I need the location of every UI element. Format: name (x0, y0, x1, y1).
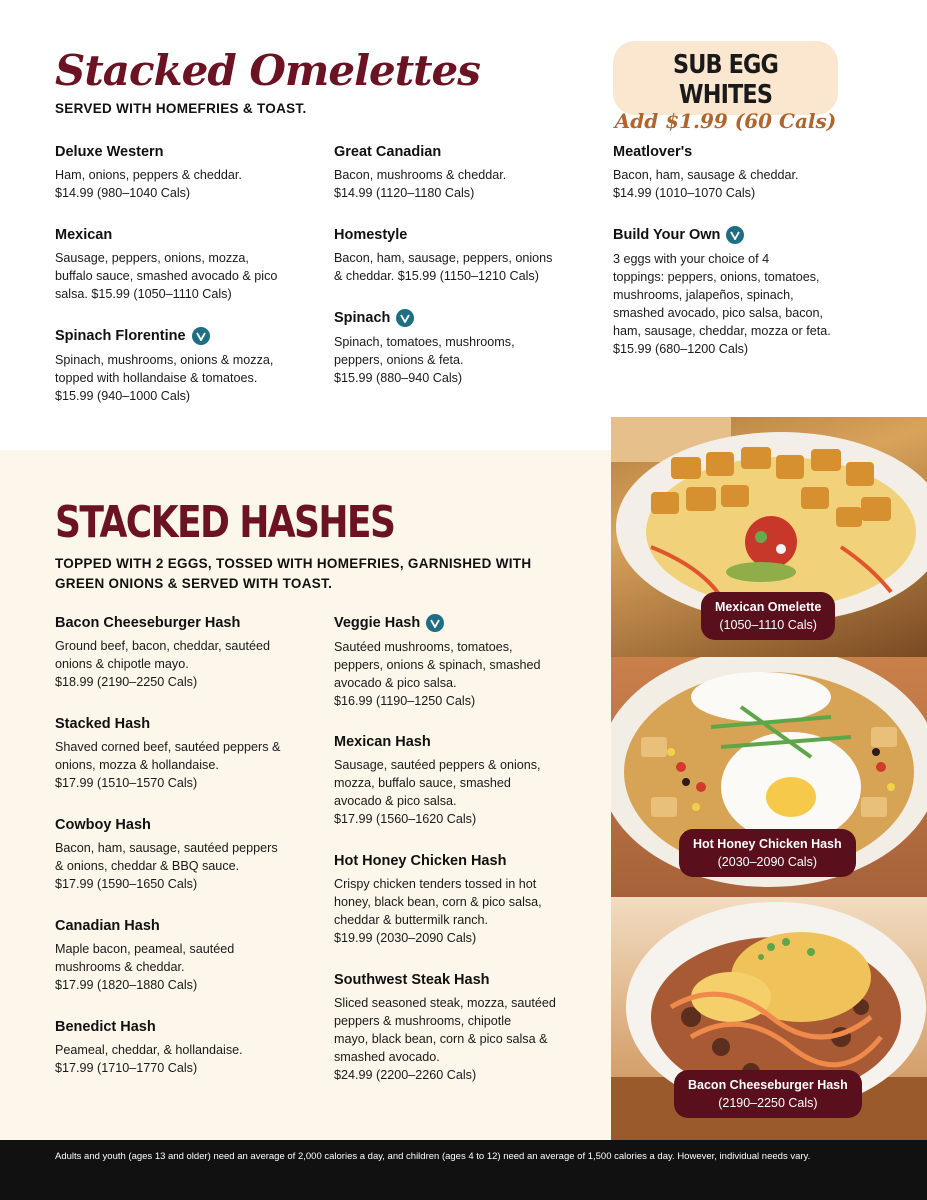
item-name: Spinach (334, 310, 391, 326)
hashes-subtitle: TOPPED WITH 2 EGGS, TOSSED WITH HOMEFRIES, GARNISHED WITH GREEN ONIONS & SERVED WITH TOAST. (55, 556, 532, 591)
footer-text: Adults and youth (ages 13 and older) need an average of 2,000 calories a day, and children (ages 4 to 12) need an average of 1,500 calories a day. However, individual needs vary. (55, 1151, 811, 1162)
item-name-row (334, 309, 594, 327)
item-name: Meatlover's (613, 144, 693, 160)
item-name: Hot Honey Chicken Hash (334, 853, 507, 869)
item-description: Sausage, peppers, onions, mozza, buffalo sauce, smashed avocado & pico salsa. $15.99 (1050–1110 Cals) (55, 251, 278, 301)
menu-item (334, 614, 599, 710)
item-name-row (613, 226, 873, 244)
item-name: Homestyle (334, 227, 408, 243)
item-description: Sausage, sautéed peppers & onions, mozza, buffalo sauce, smashed avocado & pico salsa. $17.99 (1560–1620 Cals) (334, 758, 541, 826)
egg-whites-badge (613, 41, 838, 133)
item-name: Mexican (55, 227, 113, 243)
item-description: Bacon, ham, sausage, sautéed peppers & onions, cheddar & BBQ sauce. $17.99 (1590–1650 Cals) (55, 841, 278, 891)
item-description: Spinach, tomatoes, mushrooms, peppers, onions & feta. $15.99 (880–940 Cals) (334, 335, 515, 385)
item-description: Bacon, ham, sausage & cheddar. $14.99 (1010–1070 Cals) (613, 168, 799, 200)
vegetarian-icon (726, 226, 744, 244)
menu-item (55, 227, 315, 303)
item-name: Southwest Steak Hash (334, 972, 490, 988)
item-name-row (334, 614, 599, 632)
item-description: 3 eggs with your choice of 4 toppings: peppers, onions, tomatoes, mushrooms, jalapeños, spinach, smashed avocado, pico salsa, bacon, ham, sausage, cheddar, mozza or feta. $15.99 (680–1200 Cals) (613, 252, 831, 356)
menu-item (55, 327, 315, 405)
item-name: Stacked Hash (55, 716, 151, 732)
item-name: Veggie Hash (334, 615, 421, 631)
vegetarian-icon (426, 614, 444, 632)
omelettes-subtitle: SERVED WITH HOMEFRIES & TOAST. (55, 101, 307, 116)
menu-item (55, 817, 320, 893)
hashes-title: STACKED HASHES (55, 497, 395, 548)
item-description: Ham, onions, peppers & cheddar. $14.99 (980–1040 Cals) (55, 168, 242, 200)
menu-item (334, 309, 594, 387)
menu-item (55, 716, 320, 792)
omelettes-title: Stacked Omelettes (55, 46, 480, 95)
item-name: Mexican Hash (334, 734, 431, 750)
item-description: Shaved corned beef, sautéed peppers & onions, mozza & hollandaise. $17.99 (1510–1570 Cals) (55, 740, 281, 790)
hot-honey-chicken-hash-photo (611, 657, 927, 897)
menu-item (334, 227, 599, 285)
item-name: Bacon Cheeseburger Hash (55, 615, 241, 631)
vegetarian-icon (396, 309, 414, 327)
menu-item (55, 918, 320, 994)
item-name-row (55, 327, 315, 345)
photo-caption: Mexican Omelette (1050–1110 Cals) (701, 592, 835, 640)
menu-item (334, 853, 599, 947)
item-description: Peameal, cheddar, & hollandaise. $17.99 (1710–1770 Cals) (55, 1043, 243, 1075)
item-description: Spinach, mushrooms, onions & mozza, topped with hollandaise & tomatoes. $15.99 (940–1000 Cals) (55, 353, 274, 403)
item-name: Spinach Florentine (55, 328, 186, 344)
item-description: Sliced seasoned steak, mozza, sautéed peppers & mushrooms, chipotle mayo, black bean, corn & pico salsa & smashed avocado. $24.99 (2200–2260 Cals) (334, 996, 556, 1082)
item-name: Deluxe Western (55, 144, 164, 160)
item-description: Bacon, ham, sausage, peppers, onions & cheddar. $15.99 (1150–1210 Cals) (334, 251, 553, 283)
item-description: Bacon, mushrooms & cheddar. $14.99 (1120–1180 Cals) (334, 168, 507, 200)
item-name: Great Canadian (334, 144, 442, 160)
item-name: Benedict Hash (55, 1019, 156, 1035)
menu-item (613, 226, 873, 358)
menu-item (55, 1019, 320, 1077)
item-description: Crispy chicken tenders tossed in hot honey, black bean, corn & pico salsa, cheddar & buttermilk ranch. $19.99 (2030–2090 Cals) (334, 877, 542, 945)
item-name: Cowboy Hash (55, 817, 151, 833)
menu-item (55, 144, 315, 202)
calorie-disclaimer-footer (0, 1140, 927, 1200)
mexican-omelette-photo (611, 417, 927, 657)
menu-item (613, 144, 873, 202)
bacon-cheeseburger-hash-photo (611, 897, 927, 1140)
vegetarian-icon (192, 327, 210, 345)
badge-title: SUB EGG WHITES (672, 50, 779, 110)
item-name: Build Your Own (613, 227, 721, 243)
menu-item (334, 972, 599, 1084)
menu-item (334, 734, 599, 828)
badge-price: Add $1.99 (60 Cals) (614, 109, 837, 133)
item-name: Canadian Hash (55, 918, 160, 934)
photo-caption: Hot Honey Chicken Hash (2030–2090 Cals) (679, 829, 856, 877)
item-description: Maple bacon, peameal, sautéed mushrooms & cheddar. $17.99 (1820–1880 Cals) (55, 942, 235, 992)
item-description: Sautéed mushrooms, tomatoes, peppers, onions & spinach, smashed avocado & pico salsa. $16.99 (1190–1250 Cals) (334, 640, 541, 708)
photo-caption: Bacon Cheeseburger Hash (2190–2250 Cals) (674, 1070, 862, 1118)
menu-item (55, 615, 320, 691)
item-description: Ground beef, bacon, cheddar, sautéed onions & chipotle mayo. $18.99 (2190–2250 Cals) (55, 639, 270, 689)
menu-item (334, 144, 594, 202)
